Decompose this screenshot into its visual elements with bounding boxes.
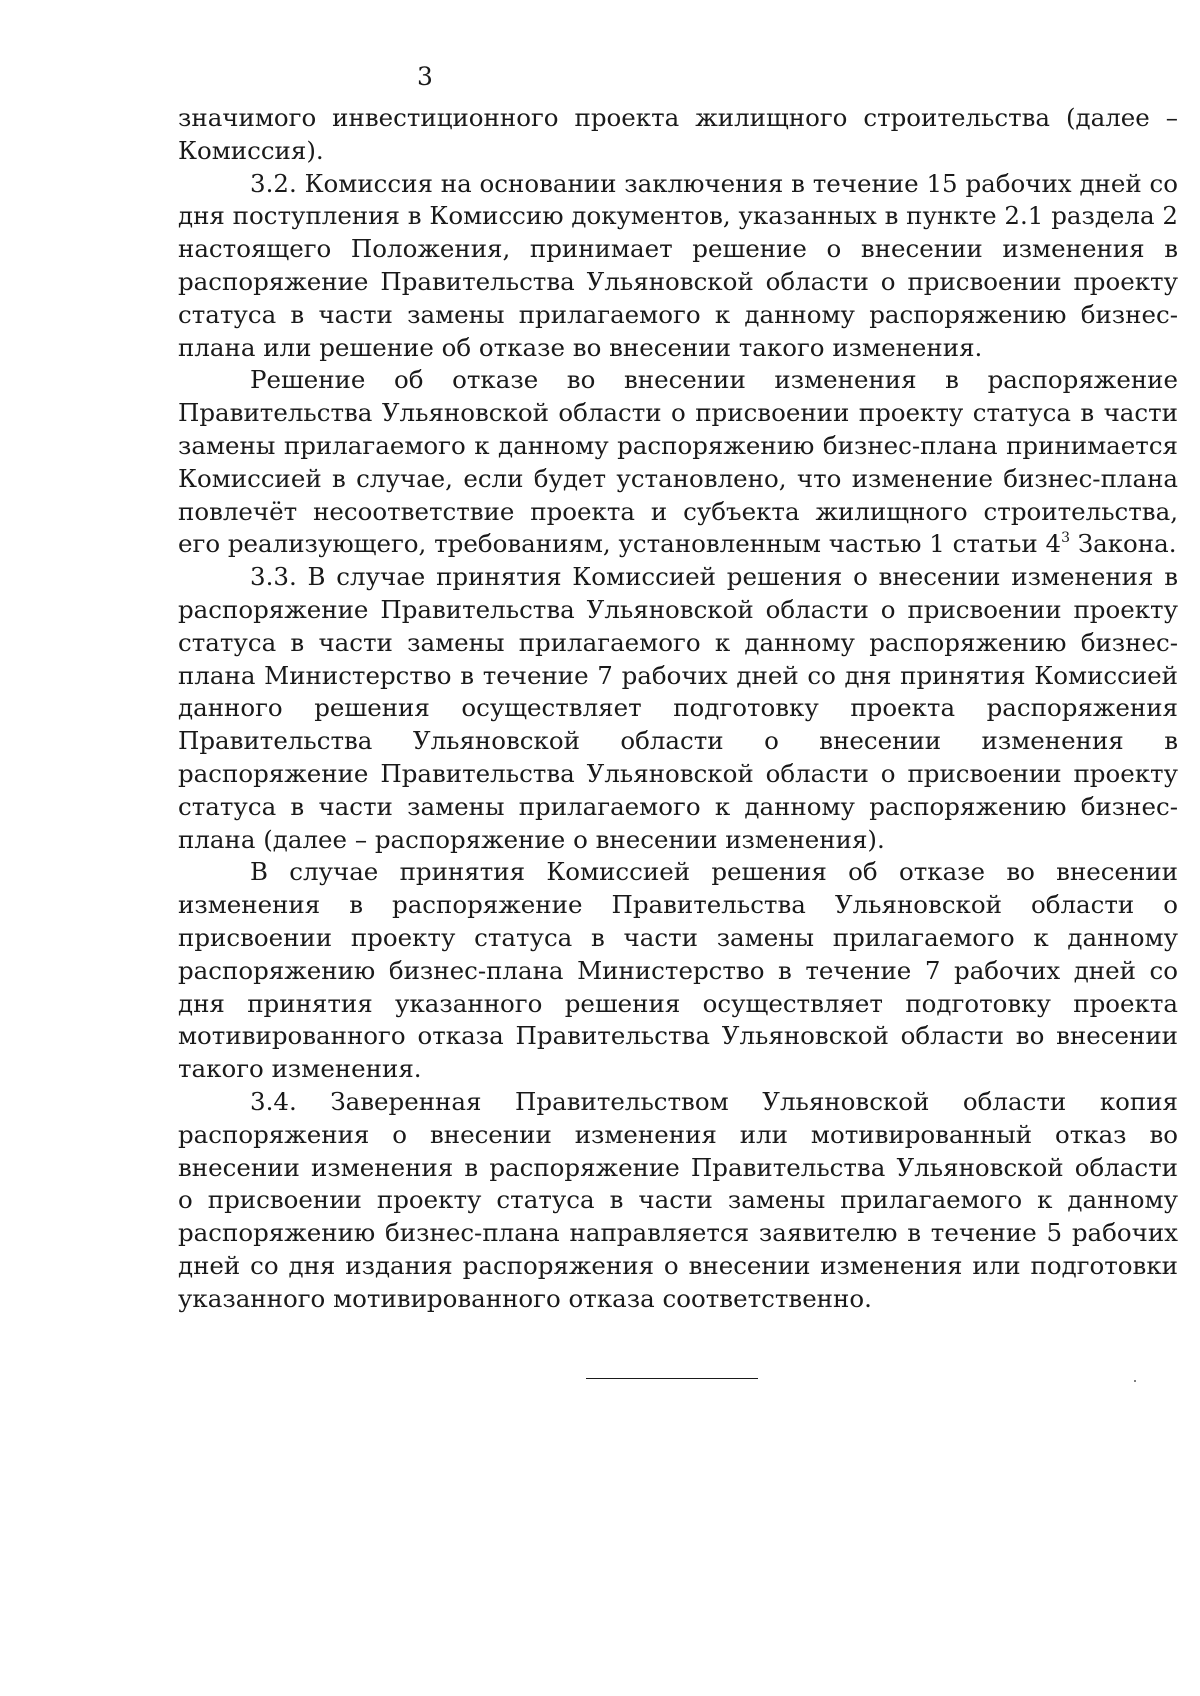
paragraph-refusal-case: В случае принятия Комиссией решения об отказе во внесении изменения в распоряжение Правительства Ульяновской области о присвоении проекту статуса в части замены прилагаемого к данному распоряжению бизнес-плана Министерство в течение 7 рабочих дней со дня принятия указанного решения осуществляет подготовку проекта мотивированного отказа Правительства Ульяновской области во внесении такого изменения. [178,857,1178,1084]
paragraph-refusal-decision [178,364,1178,561]
paragraph-refusal-decision-text: Решение об отказе во внесении изменения в распоряжение Правительства Ульяновской области о присвоении проекту статуса в части замены прилагаемого к данному распоряжению бизнес-плана принимается Комиссией в случае, если будет установлено, что изменение бизнес-плана повлечёт несоответствие проекта и субъекта жилищного строительства, его реализующего, требованиям, установленным частью 1 статьи 4 [178,365,1178,559]
article-superscript: 3 [1061,530,1071,547]
paragraph-continuation: значимого инвестиционного проекта жилищного строительства (далее – Комиссия). [178,103,1178,165]
scan-speck [1134,1380,1136,1382]
document-body [178,102,1178,1315]
end-of-text-rule [586,1378,758,1379]
page-number-text: 3 [417,62,433,91]
page-number [70,62,1200,92]
paragraph-3-3: 3.3. В случае принятия Комиссией решения о внесении изменения в распоряжение Правительства Ульяновской области о присвоении проекту статуса в части замены прилагаемого к данному распоряжению бизнес-плана Министерство в течение 7 рабочих дней со дня принятия Комиссией данного решения осуществляет подготовку проекта распоряжения Правительства Ульяновской области о внесении изменения в распоряжение Правительства Ульяновской области о присвоении проекту статуса в части замены прилагаемого к данному распоряжению бизнес-плана (далее – распоряжение о внесении изменения). [178,562,1178,854]
paragraph-refusal-decision-tail: Закона. [1070,529,1177,559]
paragraph-3-2: 3.2. Комиссия на основании заключения в течение 15 рабочих дней со дня поступления в Комиссию документов, указанных в пункте 2.1 раздела 2 настоящего Положения, принимает решение о внесении изменения в распоряжение Правительства Ульяновской области о присвоении проекту статуса в части замены прилагаемого к данному распоряжению бизнес-плана или решение об отказе во внесении такого изменения. [178,168,1178,362]
paragraph-3-4: 3.4. Заверенная Правительством Ульяновской области копия распоряжения о внесении изменения или мотивированный отказ во внесении изменения в распоряжение Правительства Ульяновской области о присвоении проекту статуса в части замены прилагаемого к данному распоряжению бизнес-плана направляется заявителю в течение 5 рабочих дней со дня издания распоряжения о внесении изменения или подготовки указанного мотивированного отказа соответственно. [178,1086,1178,1313]
